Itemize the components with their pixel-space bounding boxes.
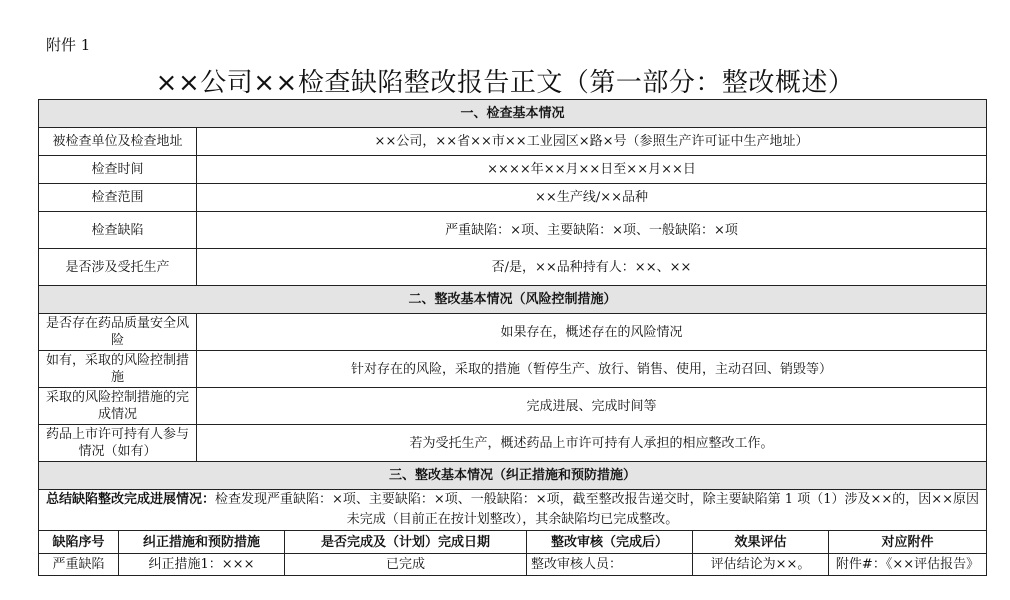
summary-row xyxy=(39,490,987,531)
column-header: 对应附件 xyxy=(829,531,987,554)
annex-label: 附件 1 xyxy=(46,36,91,54)
table-row xyxy=(39,554,987,576)
table-row xyxy=(39,388,987,425)
column-header: 纠正措施和预防措施 xyxy=(119,531,285,554)
column-header: 是否完成及（计划）完成日期 xyxy=(285,531,527,554)
report-table xyxy=(38,99,987,576)
row-label: 是否涉及受托生产 xyxy=(39,249,197,286)
section2-header: 二、整改基本情况（风险控制措施） xyxy=(39,286,987,314)
cell-capa: 纠正措施1：××× xyxy=(119,554,285,576)
row-label: 检查缺陷 xyxy=(39,212,197,249)
row-label: 检查时间 xyxy=(39,156,197,184)
row-value: 若为受托生产，概述药品上市许可持有人承担的相应整改工作。 xyxy=(197,425,987,462)
section3-header: 三、整改基本情况（纠正措施和预防措施） xyxy=(39,462,987,490)
table-row xyxy=(39,156,987,184)
table-row xyxy=(39,425,987,462)
cell-defect-no: 严重缺陷 xyxy=(39,554,119,576)
row-value: 严重缺陷：×项、主要缺陷：×项、一般缺陷：×项 xyxy=(197,212,987,249)
cell-attachment: 附件#：《××评估报告》 xyxy=(829,554,987,576)
cell-review: 整改审核人员： xyxy=(527,554,693,576)
section3-header-row xyxy=(39,462,987,490)
row-value: ××公司，××省××市××工业园区×路×号（参照生产许可证中生产地址） xyxy=(197,128,987,156)
table-row xyxy=(39,128,987,156)
document-title: ××公司××检查缺陷整改报告正文（第一部分：整改概述） xyxy=(155,68,855,98)
row-value: ××生产线/××品种 xyxy=(197,184,987,212)
section1-header: 一、检查基本情况 xyxy=(39,100,987,128)
row-value: 完成进展、完成时间等 xyxy=(197,388,987,425)
row-label: 采取的风险控制措施的完成情况 xyxy=(39,388,197,425)
column-header-row xyxy=(39,531,987,554)
table-row xyxy=(39,184,987,212)
row-value: 否/是，××品种持有人：××、×× xyxy=(197,249,987,286)
column-header: 效果评估 xyxy=(693,531,829,554)
cell-evaluation: 评估结论为××。 xyxy=(693,554,829,576)
column-header: 缺陷序号 xyxy=(39,531,119,554)
row-label: 如有，采取的风险控制措施 xyxy=(39,351,197,388)
table-row xyxy=(39,351,987,388)
row-label: 是否存在药品质量安全风险 xyxy=(39,314,197,351)
row-value: 针对存在的风险，采取的措施（暂停生产、放行、销售、使用，主动召回、销毁等） xyxy=(197,351,987,388)
section1-header-row xyxy=(39,100,987,128)
table-row xyxy=(39,249,987,286)
summary-cell xyxy=(39,490,987,531)
section2-header-row xyxy=(39,286,987,314)
row-label: 检查范围 xyxy=(39,184,197,212)
summary-label: 总结缺陷整改完成进展情况： xyxy=(45,492,215,507)
summary-text: 检查发现严重缺陷：×项、主要缺陷：×项、一般缺陷：×项，截至整改报告递交时，除主要缺陷第 1 项（1）涉及××的，因××原因未完成（目前正在按计划整改），其余缺陷均已完成整改。 xyxy=(214,492,980,527)
table-row xyxy=(39,212,987,249)
table-row xyxy=(39,314,987,351)
cell-completion: 已完成 xyxy=(285,554,527,576)
row-value: ××××年××月××日至××月××日 xyxy=(197,156,987,184)
row-label: 被检查单位及检查地址 xyxy=(39,128,197,156)
row-label: 药品上市许可持有人参与情况（如有） xyxy=(39,425,197,462)
column-header: 整改审核（完成后） xyxy=(527,531,693,554)
row-value: 如果存在，概述存在的风险情况 xyxy=(197,314,987,351)
